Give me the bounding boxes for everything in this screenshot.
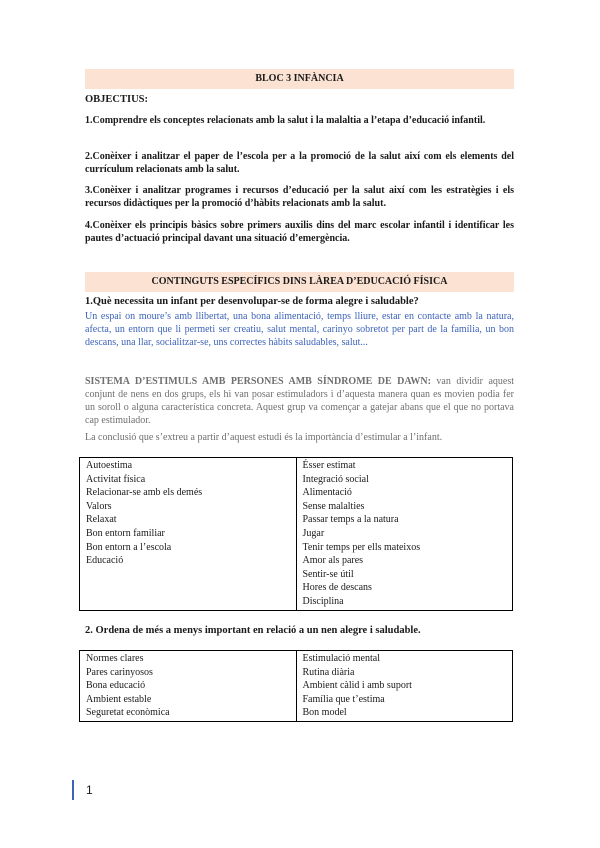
table-cell: Bon entorn a l’escola [86, 541, 172, 553]
table-cell: Autoestima [86, 460, 133, 471]
footer-accent-bar [72, 780, 74, 800]
table-cell: Normes clares [86, 653, 144, 664]
needs-table [79, 457, 513, 611]
ranking-right-column [296, 651, 513, 722]
question-1: 1.Què necessita un infant per desenvolupar-se de forma alegre i saludable? [85, 296, 419, 307]
ranking-table [79, 650, 513, 722]
table-cell: Valors [86, 500, 112, 512]
table-cell: Jugar [302, 527, 325, 539]
table-cell: Integració social [302, 473, 369, 485]
table-cell: Estimulació mental [302, 653, 380, 664]
table-cell: Tenir temps per ells mateixos [302, 541, 421, 553]
table-cell: Pares carinyosos [86, 666, 153, 678]
objectives-heading: OBJECTIUS: [85, 94, 149, 105]
table-cell: Relaxat [86, 514, 117, 526]
study-paragraph [85, 375, 514, 427]
study-text: van dividir aquest conjunt de nens en dos grups, els hi van posar estimuladors i d’aquesta manera quan es movien podia fer un soroll o alguna característica concreta. Aquest grup va començar a gatejar abans que el que no portava cap estimulador. [85, 376, 514, 426]
table-cell: Activitat física [86, 473, 146, 485]
needs-left-column [80, 458, 297, 611]
table-cell: Hores de descans [302, 582, 372, 594]
objective-3: 3.Conèixer i analitzar programes i recursos d’educació per la salut així com les estratègies i els recursos didàctiques per la promoció d’hàbits relacionats amb la salut. [85, 185, 514, 209]
table-cell: Relacionar-se amb els demés [86, 487, 203, 499]
question-2: 2. Ordena de més a menys important en relació a un nen alegre i saludable. [85, 625, 421, 636]
table-cell: Família que t’estima [302, 693, 385, 705]
table-cell: Rutina diària [302, 666, 355, 678]
table-cell: Educació [86, 555, 124, 567]
needs-right-column [296, 458, 513, 611]
ranking-left-column [80, 651, 297, 722]
table-cell: Amor als pares [302, 555, 364, 567]
contents-banner: CONTINGUTS ESPECÍFICS DINS LÀREA D’EDUCACIÓ FÍSICA [85, 272, 514, 292]
study-title: SISTEMA D’ESTIMULS AMB PERSONES AMB SÍNDROME DE DAWN: [85, 376, 431, 387]
table-cell: Passar temps a la natura [302, 514, 399, 526]
objective-4: 4.Conèixer els principis bàsics sobre primers auxilis dins del marc escolar infantil i identificar les pautes d’actuació principal davant una situació d’emergència. [85, 220, 514, 244]
table-cell: Bona educació [86, 680, 146, 692]
table-cell: Alimentació [302, 487, 352, 499]
table-cell: Sense malalties [302, 500, 365, 512]
objective-1: 1.Comprendre els conceptes relacionats amb la salut i la malaltia a l’etapa d’educació infantil. [85, 115, 486, 126]
title-banner: BLOC 3 INFÀNCIA [85, 69, 514, 89]
study-conclusion: La conclusió que s’extreu a partir d’aquest estudi és la importància d’estimular a l’infant. [85, 432, 443, 443]
objective-2: 2.Conèixer i analitzar el paper de l’escola per a la promoció de la salut així com els elements del currículum relacionats amb la salut. [85, 151, 514, 175]
table-cell: Sentir-se útil [302, 568, 354, 580]
table-cell: Ambient càlid i amb suport [302, 680, 412, 692]
table-cell: Bon entorn familiar [86, 527, 165, 539]
table-cell: Ambient estable [86, 693, 152, 705]
table-cell: Bon model [302, 707, 347, 719]
table-cell: Seguretat econòmica [86, 707, 170, 719]
answer-1: Un espai on moure’s amb llibertat, una bona alimentació, temps lliure, estar en contacte amb la natura, afecta, un entorn que li permeti ser creatiu, salut mental, carinyo sobretot per part de la família, un bon descans, una llar, socialitzar-se, uns correctes hàbits saludables, salut... [85, 311, 514, 348]
table-cell: Ésser estimat [302, 460, 356, 471]
page-number: 1 [86, 783, 93, 797]
table-cell: Disciplina [302, 595, 344, 607]
